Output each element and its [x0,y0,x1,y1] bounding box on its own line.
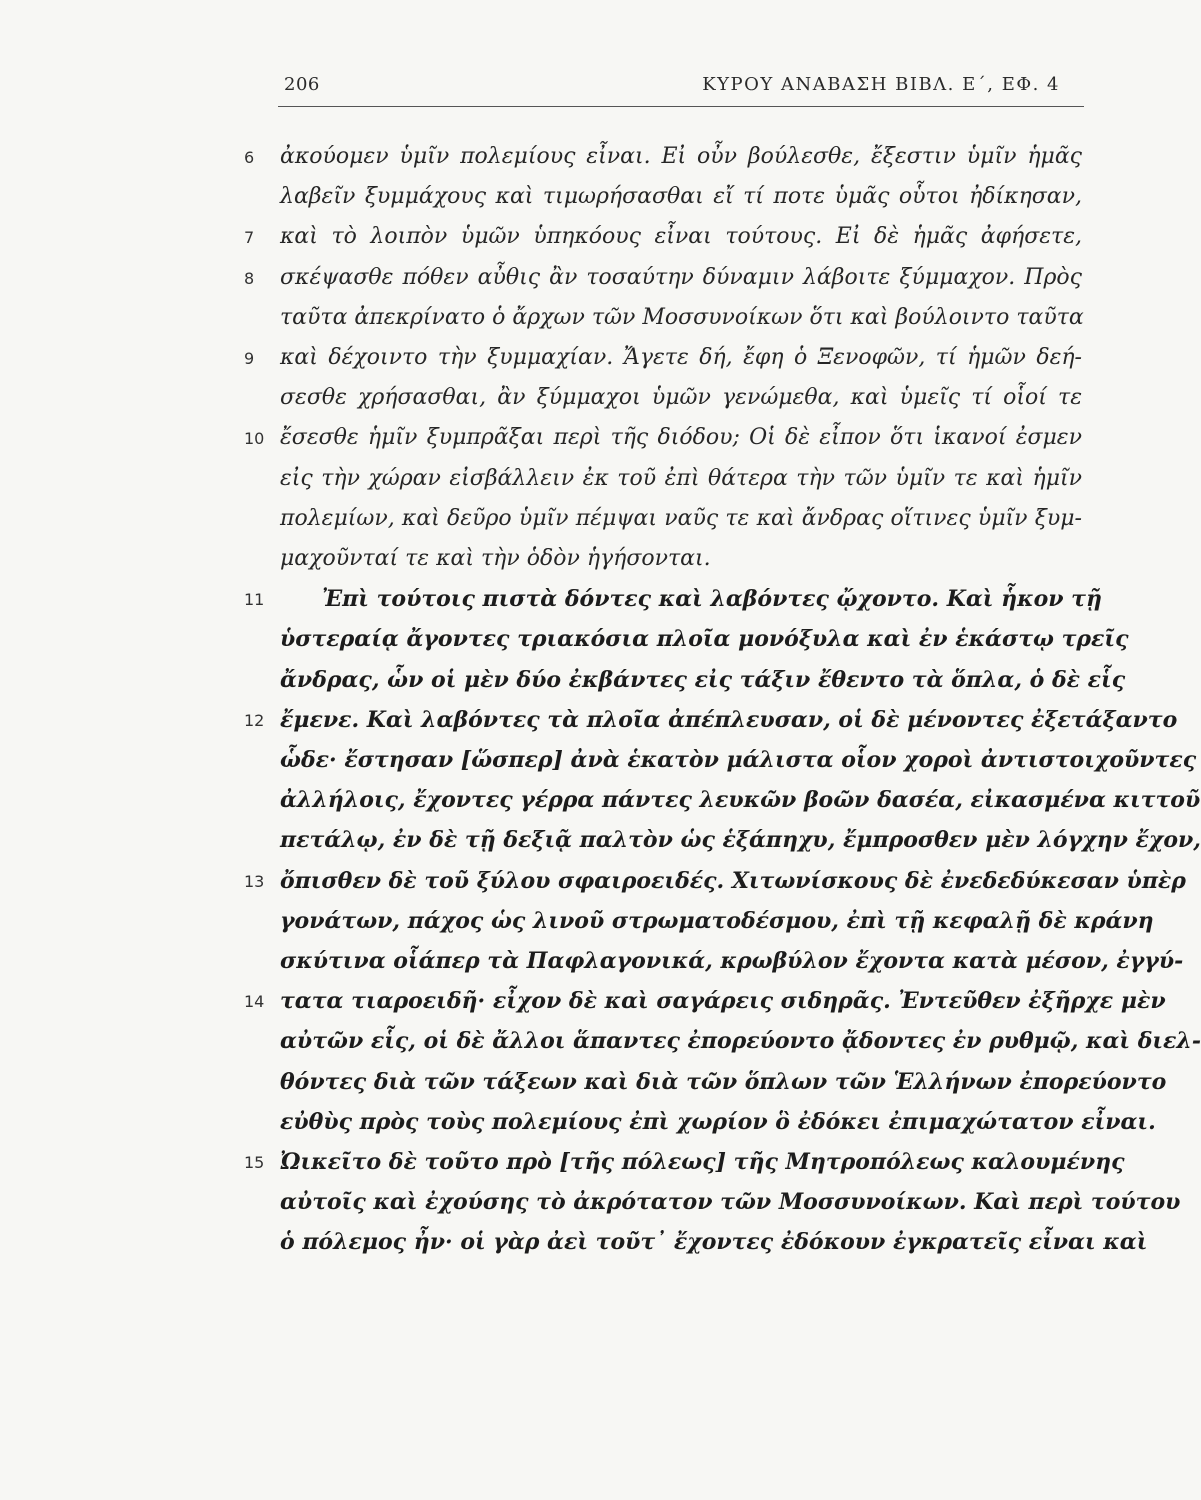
line-text: ἀλλήλοις, ἔχοντες γέρρα πάντες λευκῶν βοῶν δασέα, εἰκασμένα κιττοῦ [280,787,1201,814]
line-text: σκέψασθε πόθεν αὖθις ἂν τοσαύτην δύναμιν λάβοιτε ξύμμαχον. Πρὸς [280,264,1082,290]
text-line [0,663,1149,703]
text-line [0,462,1149,502]
text-line [0,823,1201,863]
section-number: 6 [244,148,255,167]
text-line [0,1105,1156,1145]
text-line [0,341,1149,381]
page-header [240,74,1088,104]
running-head: ΚΥΡΟΥ ΑΝΑΒΑΣΗ ΒΙΒΛ. Ε΄, ΕΦ. 4 [702,74,1060,95]
line-text: θόντες διὰ τῶν τάξεων καὶ διὰ τῶν ὅπλων τῶν Ἑλλήνων ἐπορεύοντο [280,1068,1167,1095]
text-line [0,261,1149,301]
text-line [0,944,1184,984]
text-line [0,1145,1149,1185]
text-line [0,984,1166,1024]
section-number: 7 [244,228,255,248]
text-line [0,502,1149,542]
text-line [0,180,1149,220]
line-text: σεσθε χρήσασθαι, ἂν ξύμμαχοι ὑμῶν γενώμεθα, καὶ ὑμεῖς τί οἷοί τε [280,385,1082,411]
line-text: ἄνδρας, ὧν οἱ μὲν δύο ἐκβάντες εἰς τάξιν ἔθεντο τὰ ὅπλα, ὁ δὲ εἷς [280,666,1126,693]
text-line [0,542,1149,582]
text-line [0,622,1149,662]
line-text: αὐτῶν εἷς, οἱ δὲ ἄλλοι ἅπαντες ἐπορεύοντο ᾄδοντες ἐν ρυθμῷ, καὶ διελ- [280,1028,1201,1055]
line-text: ἔμενε. Καὶ λαβόντες τὰ πλοῖα ἀπέπλευσαν, οἱ δὲ μένοντες ἐξετάξαντο [280,706,1178,733]
line-text: ταῦτα ἀπεκρίνατο ὁ ἄρχων τῶν Μοσσυνοίκων ὅτι καὶ βούλοιντο ταῦτα [280,304,1084,330]
text-line [0,904,1154,944]
section-number: 10 [244,429,265,449]
page-number: 206 [284,74,320,95]
section-number: 11 [244,590,265,610]
line-text: πολεμίων, καὶ δεῦρο ὑμῖν πέμψαι ναῦς τε καὶ ἄνδρας οἵτινες ὑμῖν ξυμ- [280,505,1082,531]
text-line [0,1065,1167,1105]
header-rule [278,106,1084,107]
line-text: μαχοῦνταί τε καὶ τὴν ὁδὸν ἡγήσονται. [280,546,711,571]
text-line [0,582,1149,622]
line-text: εἰς τὴν χώραν εἰσβάλλειν ἐκ τοῦ ἐπὶ θάτερα τὴν τῶν ὑμῖν τε καὶ ἡμῖν [280,465,1082,491]
text-line [0,1225,1149,1265]
line-text: καὶ τὸ λοιπὸν ὑμῶν ὑπηκόους εἶναι τούτους. Εἰ δὲ ἡμᾶς ἀφήσετε, [280,224,1082,250]
line-text: ἔσεσθε ἡμῖν ξυμπρᾶξαι περὶ τῆς διόδου; Οἱ δὲ εἶπον ὅτι ἱκανοί ἐσμεν [280,425,1082,451]
text-line [0,783,1201,823]
section-number: 8 [244,268,255,288]
line-text: πετάλῳ, ἐν δὲ τῇ δεξιᾷ παλτὸν ὡς ἑξάπηχυ, ἔμπροσθεν μὲν λόγχην ἔχον, [280,827,1201,854]
text-line [0,743,1197,783]
line-text: καὶ δέχοιντο τὴν ξυμμαχίαν. Ἄγετε δή, ἔφη ὁ Ξενοφῶν, τί ἡμῶν δεή- [280,345,1082,370]
text-line [0,1024,1201,1064]
line-text: γονάτων, πάχος ὡς λινοῦ στρωματοδέσμου, ἐπὶ τῇ κεφαλῇ δὲ κράνη [280,907,1154,934]
section-number: 15 [244,1153,265,1172]
line-text: ὄπισθεν δὲ τοῦ ξύλου σφαιροειδές. Χιτωνίσκους δὲ ἐνεδεδύκεσαν ὑπὲρ [280,867,1186,894]
section-number: 13 [244,871,265,891]
text-line [0,703,1178,743]
line-text: ὑστεραίᾳ ἄγοντες τριακόσια πλοῖα μονόξυλα καὶ ἐν ἑκάστῳ τρεῖς [280,626,1129,653]
text-line [0,864,1186,904]
line-text: Ὠικεῖτο δὲ τοῦτο πρὸ [τῆς πόλεως] τῆς Μητροπόλεως καλουμένης [280,1149,1125,1175]
text-line [0,381,1149,421]
section-number: 9 [244,349,255,368]
line-text: εὐθὺς πρὸς τοὺς πολεμίους ἐπὶ χωρίον ὃ ἐδόκει ἐπιμαχώτατον εἶναι. [280,1108,1156,1135]
text-line [0,421,1149,461]
line-text: ὁ πόλεμος ἦν· οἱ γὰρ ἀεὶ τοῦτ᾽ ἔχοντες ἐδόκουν ἐγκρατεῖς εἶναι καὶ [280,1229,1148,1256]
text-line [0,140,1149,180]
line-text: αὐτοῖς καὶ ἐχούσης τὸ ἀκρότατον τῶν Μοσσυνοίκων. Καὶ περὶ τούτου [280,1189,1181,1216]
text-line [0,220,1149,260]
line-text: ἀκούομεν ὑμῖν πολεμίους εἶναι. Εἰ οὖν βούλεσθε, ἔξεστιν ὑμῖν ἡμᾶς [280,144,1082,169]
line-text: Ἐπὶ τούτοις πιστὰ δόντες καὶ λαβόντες ᾤχοντο. Καὶ ἧκον τῇ [322,586,1102,613]
text-line [0,301,1149,341]
section-number: 14 [244,992,265,1012]
section-number: 12 [244,710,265,730]
text-line [0,1185,1181,1225]
line-text: τατα τιαροειδῆ· εἶχον δὲ καὶ σαγάρεις σιδηρᾶς. Ἐντεῦθεν ἐξῆρχε μὲν [280,988,1166,1015]
line-text: λαβεῖν ξυμμάχους καὶ τιμωρήσασθαι εἴ τί ποτε ὑμᾶς οὗτοι ἠδίκησαν, [280,184,1082,210]
line-text: σκύτινα οἷάπερ τὰ Παφλαγονικά, κρωβύλον ἔχοντα κατὰ μέσον, ἐγγύ- [280,948,1184,974]
line-text: ὧδε· ἔστησαν [ὥσπερ] ἀνὰ ἑκατὸν μάλιστα οἷον χοροὶ ἀντιστοιχοῦντες [280,747,1197,773]
